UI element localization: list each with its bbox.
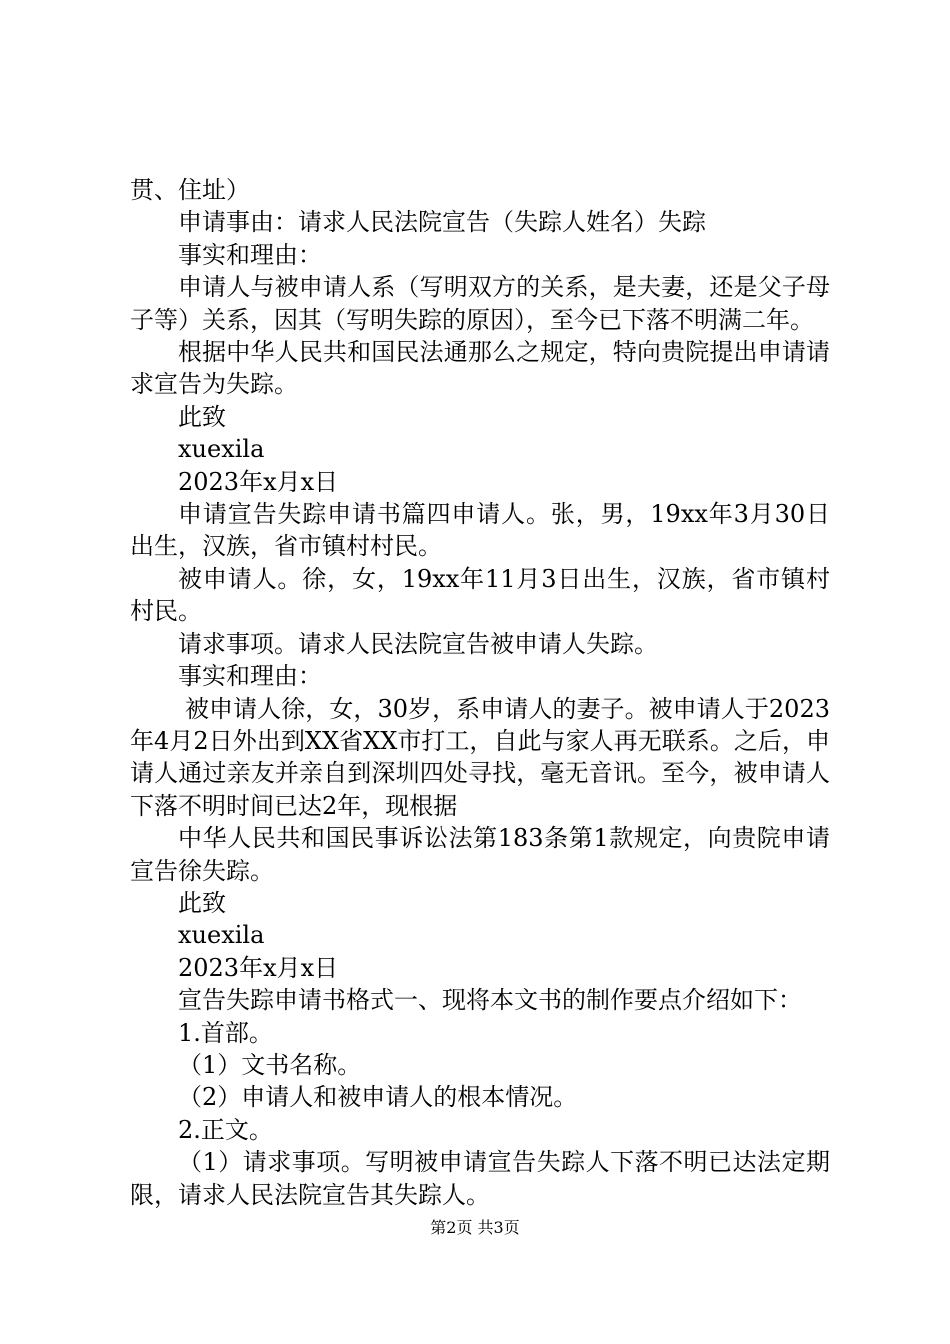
paragraph: 2.正文。 [178, 1115, 273, 1144]
paragraph: 此致 [178, 402, 226, 431]
paragraph: 2023年x月x日 [178, 953, 339, 982]
paragraph: 请求事项。请求人民法院宣告被申请人失踪。 [178, 629, 658, 658]
paragraph: （1）请求事项。写明被申请宣告失踪人下落不明已达法定期限，请求人民法院宣告其失踪人。 [130, 1148, 830, 1209]
paragraph: 此致 [178, 888, 226, 917]
paragraph: 事实和理由： [178, 662, 322, 691]
paragraph: 被申请人徐，女，30岁，系申请人的妻子。被申请人于2023年4月2日外出到XX省XX市打工，自此与家人再无联系。之后，申请人通过亲友并亲自到深圳四处寻找，毫无音讯。至今，被申请人下落不明时间已达2年，现根据 [130, 694, 830, 820]
paragraph: 申请事由：请求人民法院宣告（失踪人姓名）失踪 [178, 208, 706, 237]
paragraph: （2）申请人和被申请人的根本情况。 [178, 1083, 578, 1112]
paragraph: （1）文书名称。 [178, 1050, 362, 1079]
paragraph: 被申请人。徐，女，19xx年11月3日出生，汉族，省市镇村村民。 [130, 564, 830, 626]
paragraph: 根据中华人民共和国民法通那么之规定，特向贵院提出申请请求宣告为失踪。 [130, 338, 830, 399]
paragraph: 2023年x月x日 [178, 467, 339, 496]
paragraph: 申请人与被申请人系（写明双方的关系，是夫妻，还是父子母子等）关系，因其（写明失踪的原因），至今已下落不明满二年。 [130, 273, 830, 334]
document-body [130, 174, 830, 1211]
paragraph: 中华人民共和国民事诉讼法第183条第1款规定，向贵院申请宣告徐失踪。 [130, 824, 830, 885]
paragraph: 贯、住址） [130, 176, 250, 204]
paragraph: 申请宣告失踪申请书篇四申请人。张，男，19xx年3月30日出生，汉族，省市镇村村民。 [130, 500, 830, 561]
paragraph: 1.首部。 [178, 1018, 273, 1047]
paragraph: 事实和理由： [178, 240, 322, 269]
paragraph: xuexila [178, 435, 265, 464]
paragraph: xuexila [178, 921, 265, 950]
paragraph: 宣告失踪申请书格式一、现将本文书的制作要点介绍如下： [178, 986, 802, 1015]
page-footer: 第2页 共3页 [430, 1218, 520, 1237]
